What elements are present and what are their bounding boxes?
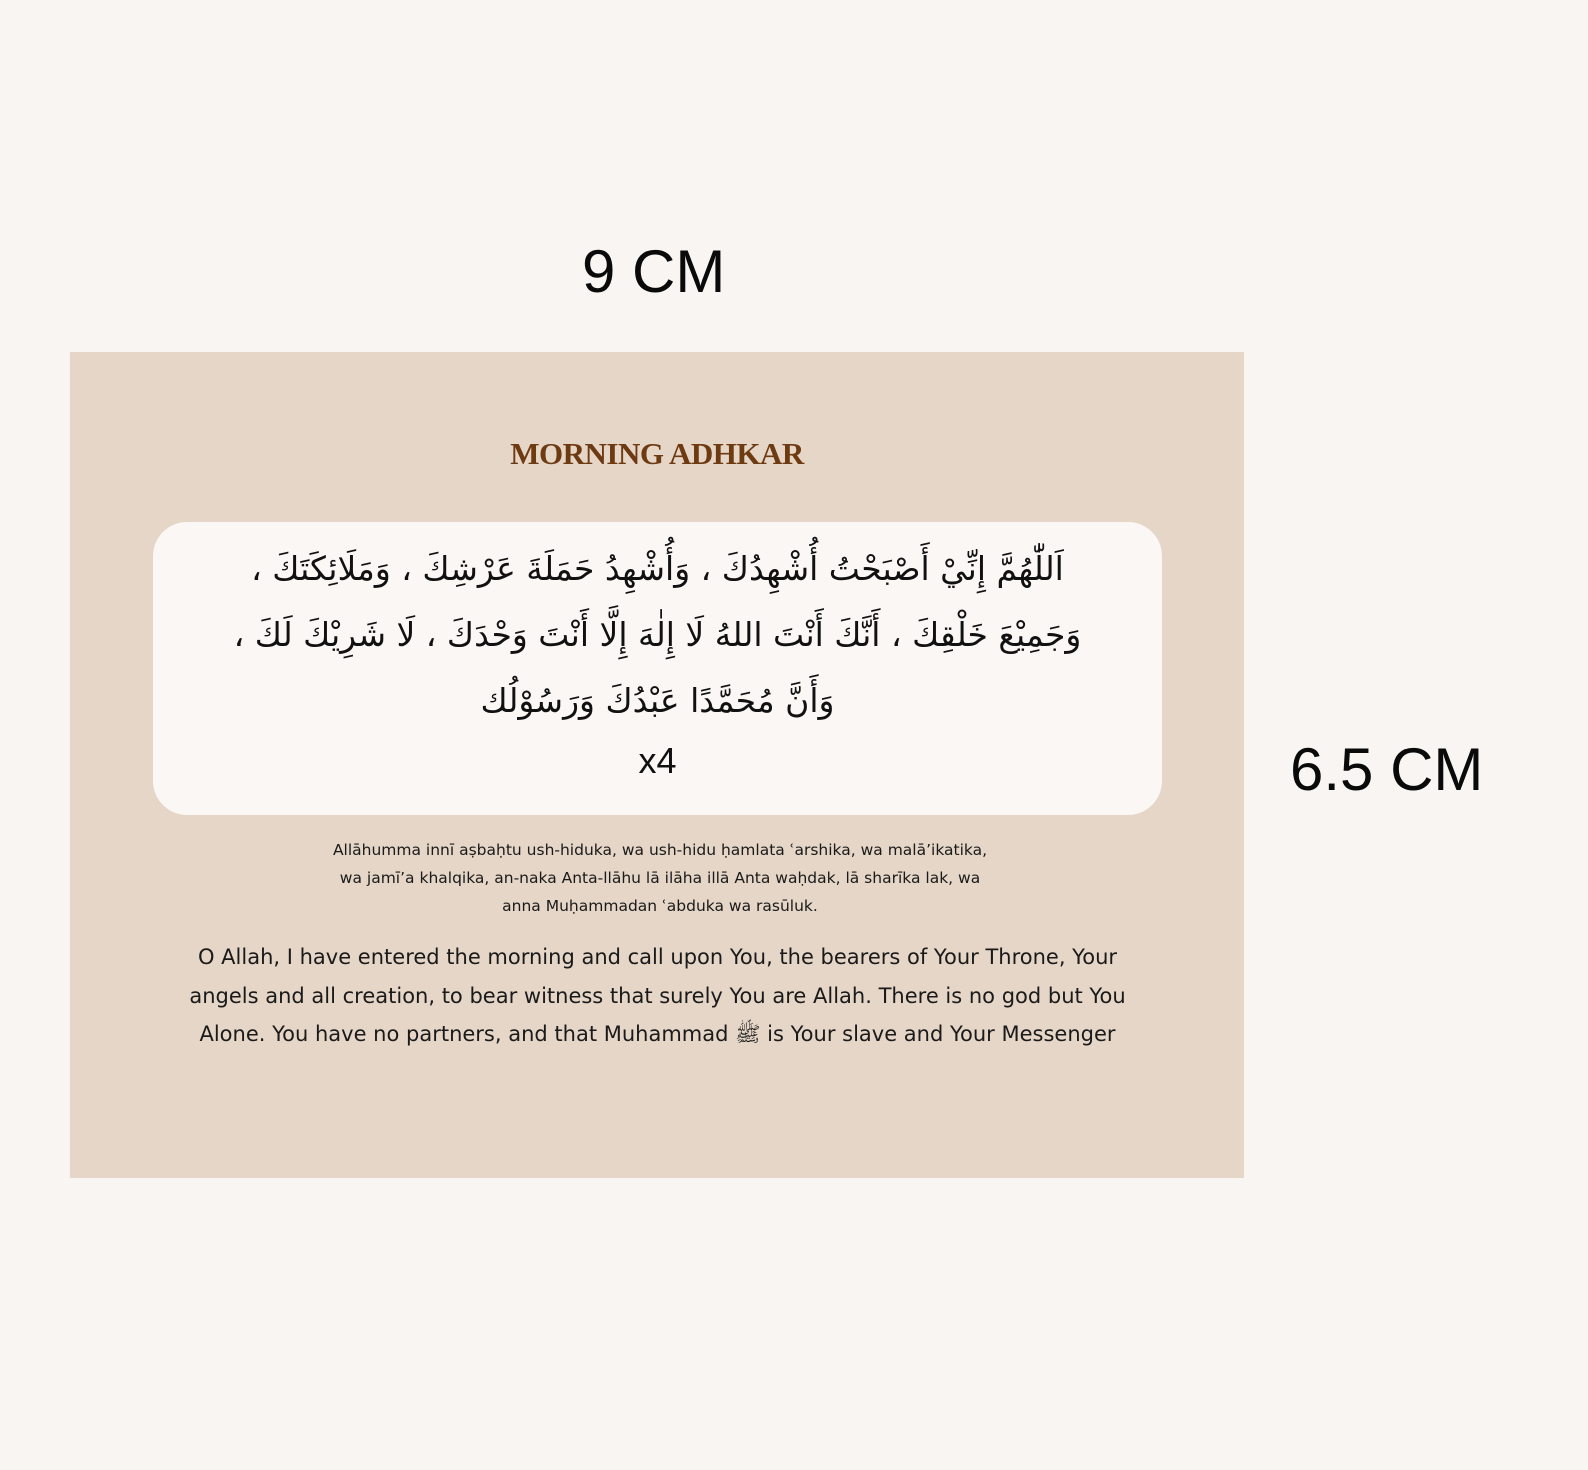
arabic-text-box xyxy=(153,522,1162,815)
repeat-count: x4 xyxy=(638,740,677,781)
translation-text: O Allah, I have entered the morning and call upon You, the bearers of Your Throne, Your angels and all creation, to bear witness that surely You are Allah. There is no god but You Alone. You have no partners, and that Muhammad ﷺ is Your slave and Your Messenger xyxy=(189,945,1126,1046)
height-dimension-label: 6.5 CM xyxy=(1290,736,1484,803)
width-dimension-label: 9 CM xyxy=(582,238,726,305)
card-title: MORNING ADHKAR xyxy=(510,436,804,471)
adhkar-card xyxy=(70,352,1244,1178)
arabic-dua-text: اَللّٰهُمَّ إِنِّيْ أَصْبَحْتُ أُشْهِدُكَ ، وَأُشْهِدُ حَمَلَةَ عَرْشِكَ ، وَمَلَائِكَتَكَ ، وَجَمِيْعَ خَلْقِكَ ، أَنَّكَ أَنْتَ اللهُ لَا إِلٰهَ إِلَّا أَنْتَ وَحْدَكَ ، لَا شَرِيْكَ لَكَ ، وَأَنَّ مُحَمَّدًا عَبْدُكَ وَرَسُوْلُك xyxy=(233,549,1082,720)
transliteration-text: Allāhumma innī aṣbaḥtu ush-hiduka, wa ush-hidu ḥamlata ʿarshika, wa malā’ikatika, wa jamī’a khalqika, an-naka Anta-llāhu lā ilāha illā Anta waḥdak, lā sharīka lak, wa anna Muḥammadan ʿabduka wa rasūluk. xyxy=(332,841,988,915)
